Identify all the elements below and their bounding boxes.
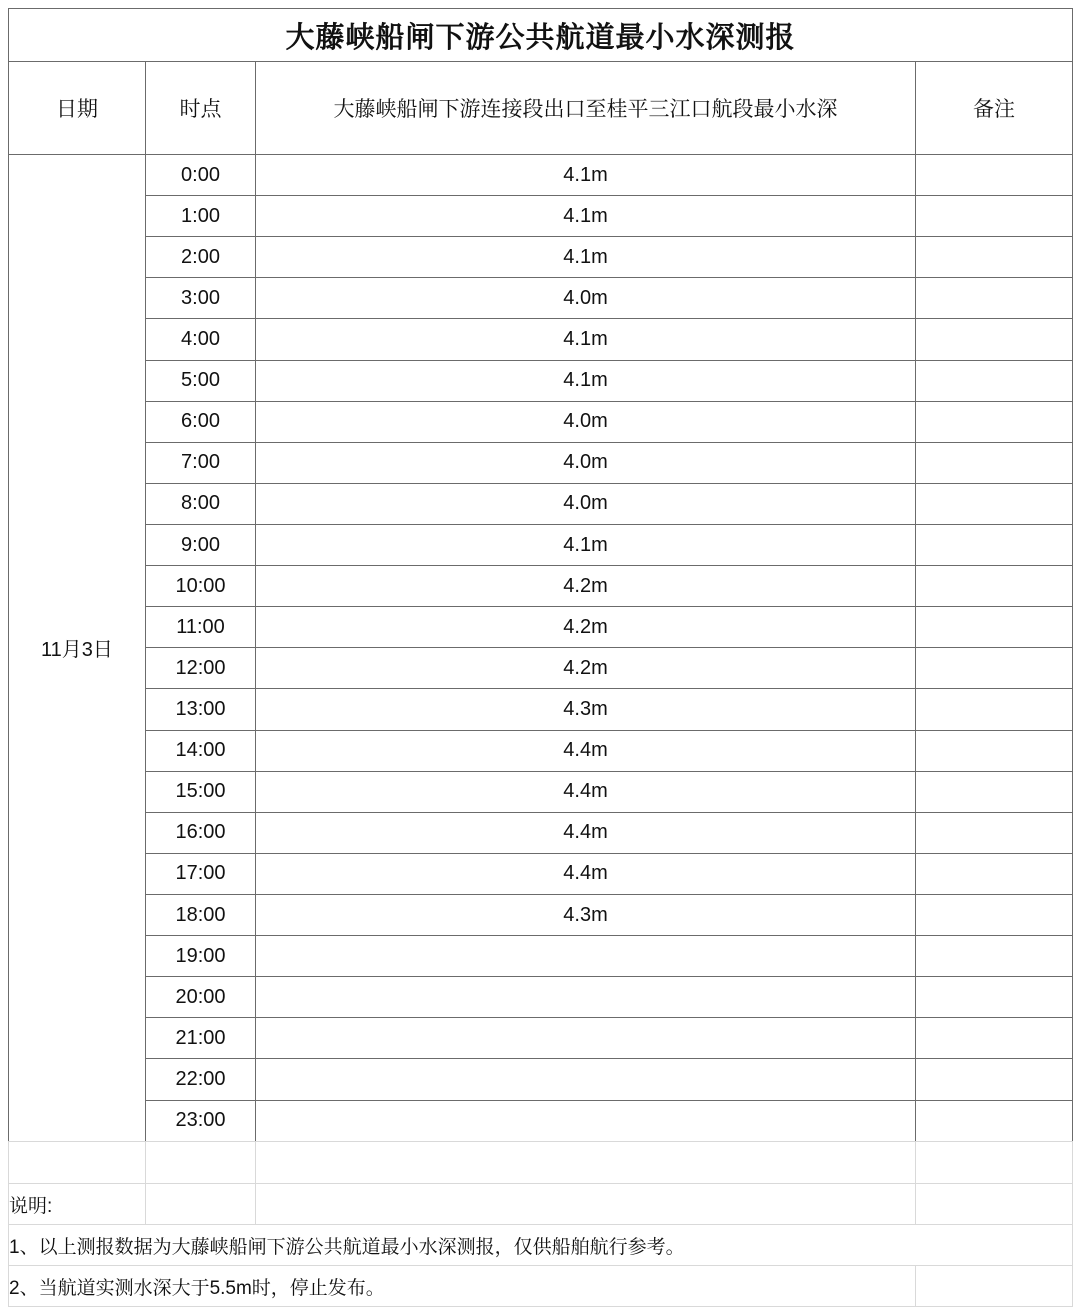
table-row bbox=[9, 730, 1073, 771]
time-cell: 12:00 bbox=[146, 648, 256, 689]
depth-cell: 4.2m bbox=[256, 566, 916, 607]
remark-cell bbox=[916, 648, 1073, 689]
remark-cell bbox=[916, 894, 1073, 935]
note-row-2 bbox=[9, 1266, 1073, 1307]
depth-cell: 4.3m bbox=[256, 894, 916, 935]
table-row bbox=[9, 977, 1073, 1018]
notes-label-row bbox=[9, 1184, 1073, 1225]
depth-cell: 4.2m bbox=[256, 607, 916, 648]
table-row bbox=[9, 689, 1073, 730]
empty-cell bbox=[9, 1142, 146, 1184]
depth-cell: 4.1m bbox=[256, 524, 916, 565]
note-text-1: 1、以上测报数据为大藤峡船闸下游公共航道最小水深测报，仅供船舶航行参考。 bbox=[9, 1225, 1073, 1266]
remark-cell bbox=[916, 1100, 1073, 1141]
time-cell: 10:00 bbox=[146, 566, 256, 607]
depth-cell: 4.3m bbox=[256, 689, 916, 730]
depth-cell: 4.0m bbox=[256, 278, 916, 319]
remark-cell bbox=[916, 278, 1073, 319]
time-cell: 7:00 bbox=[146, 442, 256, 483]
depth-cell: 4.4m bbox=[256, 730, 916, 771]
time-cell: 15:00 bbox=[146, 771, 256, 812]
time-cell: 16:00 bbox=[146, 812, 256, 853]
time-cell: 11:00 bbox=[146, 607, 256, 648]
remark-cell bbox=[916, 524, 1073, 565]
depth-cell: 4.1m bbox=[256, 319, 916, 360]
depth-cell: 4.2m bbox=[256, 648, 916, 689]
depth-cell bbox=[256, 1100, 916, 1141]
time-cell: 5:00 bbox=[146, 360, 256, 401]
remark-cell bbox=[916, 1059, 1073, 1100]
remark-cell bbox=[916, 483, 1073, 524]
header-row bbox=[9, 62, 1073, 155]
remark-cell bbox=[916, 360, 1073, 401]
depth-cell: 4.4m bbox=[256, 812, 916, 853]
remark-cell bbox=[916, 155, 1073, 196]
table-row bbox=[9, 483, 1073, 524]
remark-cell bbox=[916, 853, 1073, 894]
depth-cell: 4.1m bbox=[256, 196, 916, 237]
title-row bbox=[9, 9, 1073, 62]
remark-cell bbox=[916, 442, 1073, 483]
time-cell: 22:00 bbox=[146, 1059, 256, 1100]
table-row bbox=[9, 237, 1073, 278]
table-row bbox=[9, 648, 1073, 689]
notes-label: 说明: bbox=[9, 1184, 146, 1225]
depth-cell: 4.0m bbox=[256, 442, 916, 483]
depth-cell: 4.1m bbox=[256, 155, 916, 196]
depth-cell bbox=[256, 936, 916, 977]
time-cell: 19:00 bbox=[146, 936, 256, 977]
table-row bbox=[9, 360, 1073, 401]
table-row bbox=[9, 155, 1073, 196]
table-row bbox=[9, 894, 1073, 935]
table-row bbox=[9, 771, 1073, 812]
depth-cell: 4.0m bbox=[256, 483, 916, 524]
column-header-depth: 大藤峡船闸下游连接段出口至桂平三江口航段最小水深 bbox=[256, 62, 916, 155]
remark-cell bbox=[916, 689, 1073, 730]
table-row bbox=[9, 607, 1073, 648]
depth-cell bbox=[256, 1018, 916, 1059]
depth-cell bbox=[256, 977, 916, 1018]
notes-section bbox=[8, 1141, 1073, 1307]
note-text-2: 2、当航道实测水深大于5.5m时，停止发布。 bbox=[9, 1266, 916, 1307]
remark-cell bbox=[916, 1018, 1073, 1059]
empty-cell bbox=[146, 1184, 256, 1225]
table-row bbox=[9, 1018, 1073, 1059]
depth-cell: 4.4m bbox=[256, 853, 916, 894]
time-cell: 20:00 bbox=[146, 977, 256, 1018]
time-cell: 0:00 bbox=[146, 155, 256, 196]
time-cell: 17:00 bbox=[146, 853, 256, 894]
time-cell: 23:00 bbox=[146, 1100, 256, 1141]
remark-cell bbox=[916, 237, 1073, 278]
column-header-remark: 备注 bbox=[916, 62, 1073, 155]
depth-cell: 4.0m bbox=[256, 401, 916, 442]
spacer-row bbox=[9, 1142, 1073, 1184]
column-header-time: 时点 bbox=[146, 62, 256, 155]
time-cell: 18:00 bbox=[146, 894, 256, 935]
remark-cell bbox=[916, 566, 1073, 607]
time-cell: 9:00 bbox=[146, 524, 256, 565]
time-cell: 14:00 bbox=[146, 730, 256, 771]
remark-cell bbox=[916, 771, 1073, 812]
remark-cell bbox=[916, 812, 1073, 853]
remark-cell bbox=[916, 607, 1073, 648]
empty-cell bbox=[916, 1266, 1073, 1307]
time-cell: 4:00 bbox=[146, 319, 256, 360]
empty-cell bbox=[146, 1142, 256, 1184]
empty-cell bbox=[256, 1142, 916, 1184]
depth-cell: 4.4m bbox=[256, 771, 916, 812]
table-row bbox=[9, 278, 1073, 319]
depth-report-table bbox=[8, 8, 1073, 1142]
table-row bbox=[9, 1059, 1073, 1100]
table-row bbox=[9, 401, 1073, 442]
time-cell: 6:00 bbox=[146, 401, 256, 442]
table-row bbox=[9, 442, 1073, 483]
time-cell: 13:00 bbox=[146, 689, 256, 730]
empty-cell bbox=[256, 1184, 916, 1225]
table-row bbox=[9, 566, 1073, 607]
table-row bbox=[9, 936, 1073, 977]
time-cell: 21:00 bbox=[146, 1018, 256, 1059]
time-cell: 8:00 bbox=[146, 483, 256, 524]
remark-cell bbox=[916, 977, 1073, 1018]
remark-cell bbox=[916, 196, 1073, 237]
note-row-1 bbox=[9, 1225, 1073, 1266]
table-row bbox=[9, 812, 1073, 853]
table-row bbox=[9, 319, 1073, 360]
remark-cell bbox=[916, 936, 1073, 977]
column-header-date: 日期 bbox=[9, 62, 146, 155]
table-row bbox=[9, 196, 1073, 237]
time-cell: 2:00 bbox=[146, 237, 256, 278]
time-cell: 3:00 bbox=[146, 278, 256, 319]
empty-cell bbox=[916, 1142, 1073, 1184]
table-row bbox=[9, 524, 1073, 565]
depth-cell: 4.1m bbox=[256, 237, 916, 278]
date-cell: 11月3日 bbox=[9, 155, 146, 1142]
table-row bbox=[9, 1100, 1073, 1141]
table-row bbox=[9, 853, 1073, 894]
page-title: 大藤峡船闸下游公共航道最小水深测报 bbox=[9, 9, 1073, 62]
remark-cell bbox=[916, 730, 1073, 771]
time-cell: 1:00 bbox=[146, 196, 256, 237]
depth-cell bbox=[256, 1059, 916, 1100]
depth-cell: 4.1m bbox=[256, 360, 916, 401]
empty-cell bbox=[916, 1184, 1073, 1225]
remark-cell bbox=[916, 401, 1073, 442]
remark-cell bbox=[916, 319, 1073, 360]
